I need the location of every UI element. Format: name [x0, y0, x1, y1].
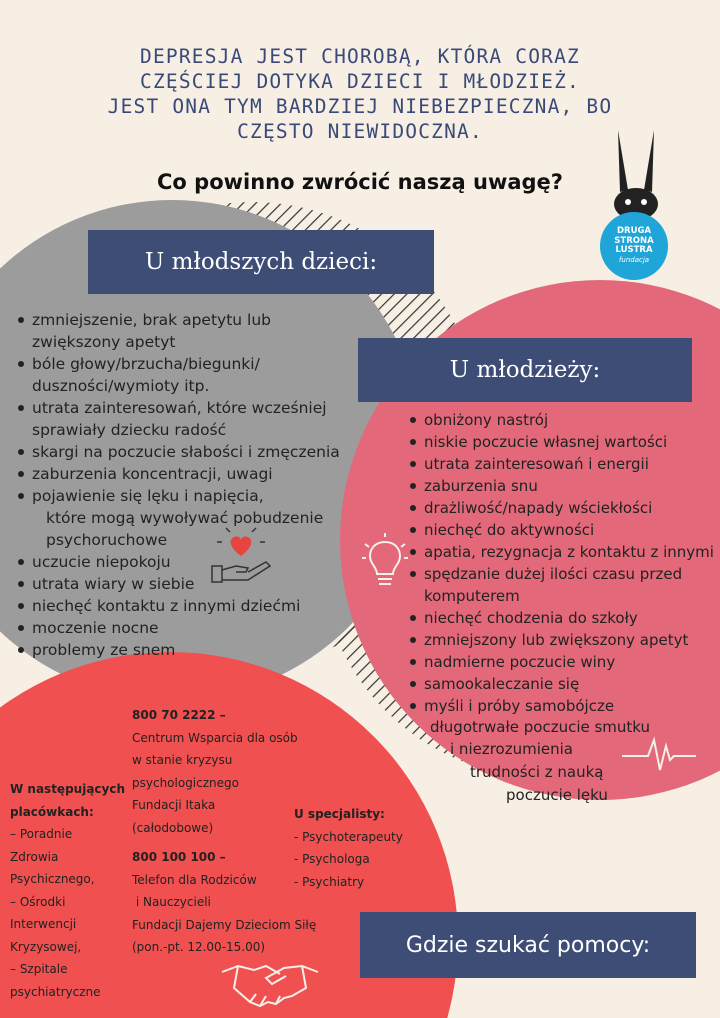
rabbit-ears-icon: [606, 128, 666, 220]
logo-line-3: LUSTRA: [615, 245, 653, 255]
list-item: spędzanie dużej ilości czasu przed komputerem: [410, 563, 720, 607]
list-item: zmniejszony lub zwiększony apetyt: [410, 629, 720, 651]
list-item: – Szpitale: [10, 962, 68, 976]
list-item: niechęć kontaktu z innymi dziećmi: [18, 595, 348, 617]
list-item: myśli i próby samobójcze: [410, 695, 720, 717]
list-item: zmniejszenie, brak apetytu lub zwiększony apetyt: [18, 309, 348, 353]
list-item: drażliwość/napady wściekłości: [410, 497, 720, 519]
list-item: utrata zainteresowań i energii: [410, 453, 720, 475]
phone-1-block: 800 70 2222 – Centrum Wsparcia dla osób w stanie kryzysu psychologicznego Fundacji Itaka (całodobowe): [132, 704, 298, 839]
list-item: psychiatryczne: [10, 984, 101, 999]
list-item: zaburzenia snu: [410, 475, 720, 497]
list-item: bóle głowy/brzucha/biegunki/ duszności/wymioty itp.: [18, 353, 348, 397]
logo-sub: fundacja: [618, 255, 650, 264]
list-item: - Psychoterapeuty: [294, 829, 403, 844]
phone-2-number: 800 100 100 –: [132, 850, 226, 864]
list-item: apatia, rezygnacja z kontaktu z innymi: [410, 541, 720, 563]
list-item: obniżony nastrój: [410, 409, 720, 431]
phone-1-number: 800 70 2222 –: [132, 708, 226, 722]
children-symptoms-list: [18, 309, 348, 661]
youth-extra-3: trudności z nauką: [470, 763, 604, 781]
youth-extra-4: poczucie lęku: [506, 786, 608, 804]
list-item: niechęć do aktywności: [410, 519, 720, 541]
list-item: Kryzysowej,: [10, 939, 82, 954]
list-item: uczucie niepokoju: [18, 551, 348, 573]
youth-extra-2: i niezrozumienia: [450, 740, 573, 758]
list-item: Psychicznego,: [10, 872, 95, 886]
list-item: - Psychologa: [294, 852, 370, 866]
list-item: Interwencji: [10, 917, 77, 931]
youth-symptoms-list: [410, 409, 720, 717]
specialists-block: [294, 803, 403, 893]
list-item: problemy ze snem: [18, 639, 348, 661]
youth-section-title: U młodzieży:: [358, 338, 692, 402]
phone-2-block: 800 100 100 – Telefon dla Rodziców i Nauczycieli Fundacji Dajemy Dzieciom Siłę (pon.-pt. 12.00-15.00): [132, 846, 316, 959]
list-item: Zdrowia: [10, 849, 59, 864]
heart-in-hand-icon: [208, 526, 274, 586]
youth-extra-1: długotrwałe poczucie smutku: [430, 718, 651, 736]
list-item: zaburzenia koncentracji, uwagi: [18, 463, 348, 485]
headline-line-2: CZĘŚCIEJ DOTYKA DZIECI I MŁODZIEŻ.: [140, 70, 580, 93]
question-heading: Co powinno zwrócić naszą uwagę?: [157, 170, 563, 194]
list-item: utrata wiary w siebie: [18, 573, 348, 595]
headline-line-1: DEPRESJA JEST CHOROBĄ, KTÓRA CORAZ: [140, 45, 580, 68]
headline-line-3: JEST ONA TYM BARDZIEJ NIEBEZPIECZNA, BO: [107, 95, 613, 118]
list-item: nadmierne poczucie winy: [410, 651, 720, 673]
logo-line-2: STRONA: [614, 235, 654, 246]
list-item: – Ośrodki: [10, 894, 66, 909]
specialists-title: U specjalisty:: [294, 807, 385, 821]
help-section-title: Gdzie szukać pomocy:: [360, 912, 696, 978]
list-item: skargi na poczucie słabości i zmęczenia: [18, 441, 348, 463]
logo-badge: [600, 212, 668, 280]
list-item: – Poradnie: [10, 827, 73, 841]
heartbeat-line-icon: [622, 732, 696, 778]
list-item: samookaleczanie się: [410, 673, 720, 695]
list-item: - Psychiatry: [294, 874, 365, 889]
places-list: [10, 823, 101, 1003]
headline-line-4: CZĘSTO NIEWIDOCZNA.: [237, 120, 483, 143]
logo-line-1: DRUGA: [616, 226, 652, 236]
list-item: pojawienie się lęku i napięcia, które mogą wywoływać pobudzenie psychoruchowe: [18, 485, 348, 551]
places-title: W następujących placówkach:: [10, 782, 126, 819]
headline: [30, 44, 690, 144]
list-item: utrata zainteresowań, które wcześniej sprawiały dziecku radość: [18, 397, 348, 441]
handshake-icon: [220, 958, 320, 1010]
children-section-title: U młodszych dzieci:: [88, 230, 434, 294]
lightbulb-icon: [362, 532, 408, 594]
list-item: niechęć chodzenia do szkoły: [410, 607, 720, 629]
list-item: moczenie nocne: [18, 617, 348, 639]
list-item: niskie poczucie własnej wartości: [410, 431, 720, 453]
